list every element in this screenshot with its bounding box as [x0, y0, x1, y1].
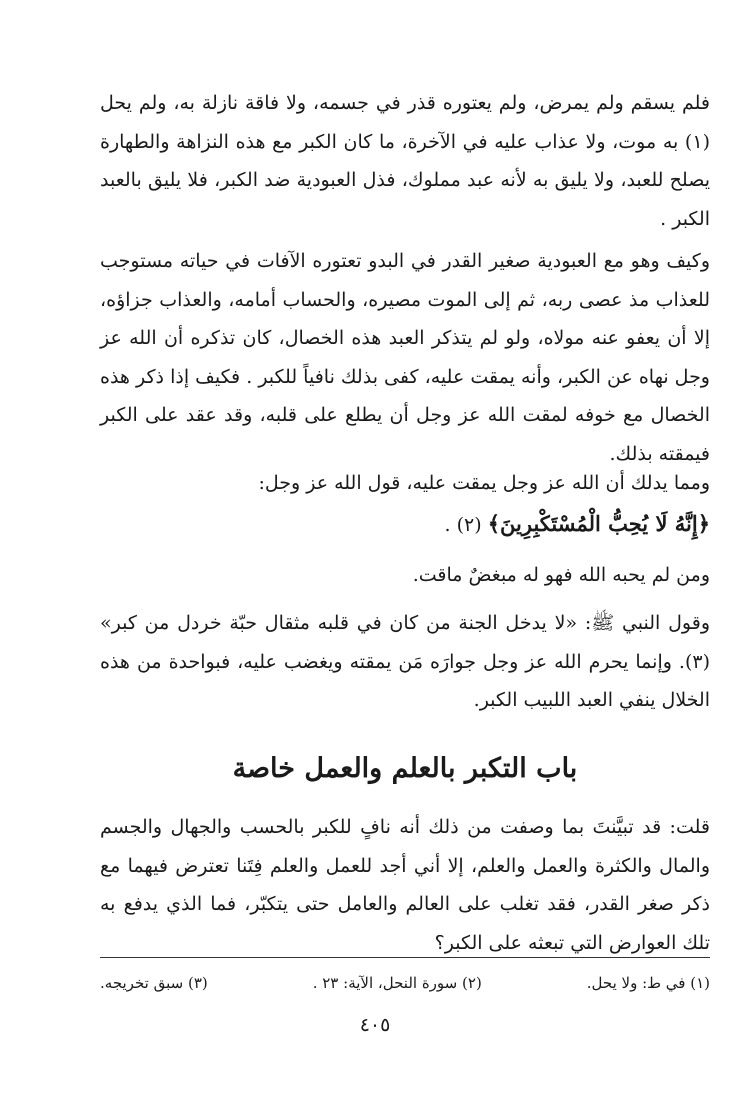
- footnote-1: (١) في ط: ولا يحل.: [586, 974, 710, 992]
- quran-verse: ﴿إِنَّهُ لَا يُحِبُّ الْمُسْتَكْبِرِينَ﴾: [487, 511, 710, 536]
- footnotes: [100, 968, 710, 998]
- paragraph-1: فلم يسقم ولم يمرض، ولم يعتوره قذر في جسمه، ولا فاقة نازلة به، ولم يحل (١) به موت، ولا عذاب عليه في الآخرة، ما كان الكبر مع هذه النزاهة والطهارة يصلح للعبد، ولا يليق به لأنه عبد مملوك، فذل العبودية ضد الكبر، فلا يليق بالعبد الكبر .: [100, 92, 710, 230]
- footnote-2: (٢) سورة النحل، الآية: ٢٣ .: [312, 974, 482, 992]
- paragraph-4: ومن لم يحبه الله فهو له مبغضٌ ماقت.: [412, 564, 710, 586]
- verse-footnote-ref: (٢) .: [444, 514, 482, 536]
- paragraph-5: وقول النبي ﷺ: «لا يدخل الجنة من كان في قلبه مثقال حبّة خردل من كبر» (٣). وإنما يحرم الله عز وجل جوارَه مَن يمقته ويغضب عليه، فبواحدة من هذه الخلال ينفي العبد اللبيب الكبر.: [100, 612, 710, 711]
- paragraph-3-intro: ومما يدلك أن الله عز وجل يمقت عليه، قول الله عز وجل:: [258, 472, 710, 494]
- chapter-heading: باب التكبر بالعلم والعمل خاصة: [232, 753, 578, 784]
- paragraph-2: وكيف وهو مع العبودية صغير القدر في البدو تعتوره الآفات في حياته مستوجب للعذاب مذ عصى ربه، ثم إلى الموت مصيره، والحساب أمامه، والعذاب جزاؤه، إلا أن يعفو عنه مولاه، ولو لم يتذكر العبد هذه الخصال، كان تذكره أن الله عز وجل نهاه عن الكبر، وأنه يمقت عليه، كفى بذلك نافياً للكبر . فكيف إذا ذكر هذه الخصال مع خوفه لمقت الله عز وجل أن يطلع على قلبه، وقد عقد على الكبر فيمقته بذلك.: [100, 250, 710, 465]
- page-number: ٤٠٥: [359, 1014, 391, 1036]
- quran-verse-line: [100, 505, 710, 544]
- paragraph-6: قلت: قد تبيَّنتَ بما وصفت من ذلك أنه نافٍ للكبر بالحسب والجهال والجسم والمال والكثرة والعمل والعلم، إلا أني أجد للعمل والعلم فِتَنا تعترض فيهما مع ذكر صغر القدر، فقد تغلب على العالم والعامل حتى يتكبّر، فما الذي يدفع به تلك العوارض التي تبعثه على الكبر؟: [100, 816, 710, 954]
- footnote-3: (٣) سبق تخريجه.: [100, 974, 208, 992]
- footnote-divider: [100, 957, 710, 958]
